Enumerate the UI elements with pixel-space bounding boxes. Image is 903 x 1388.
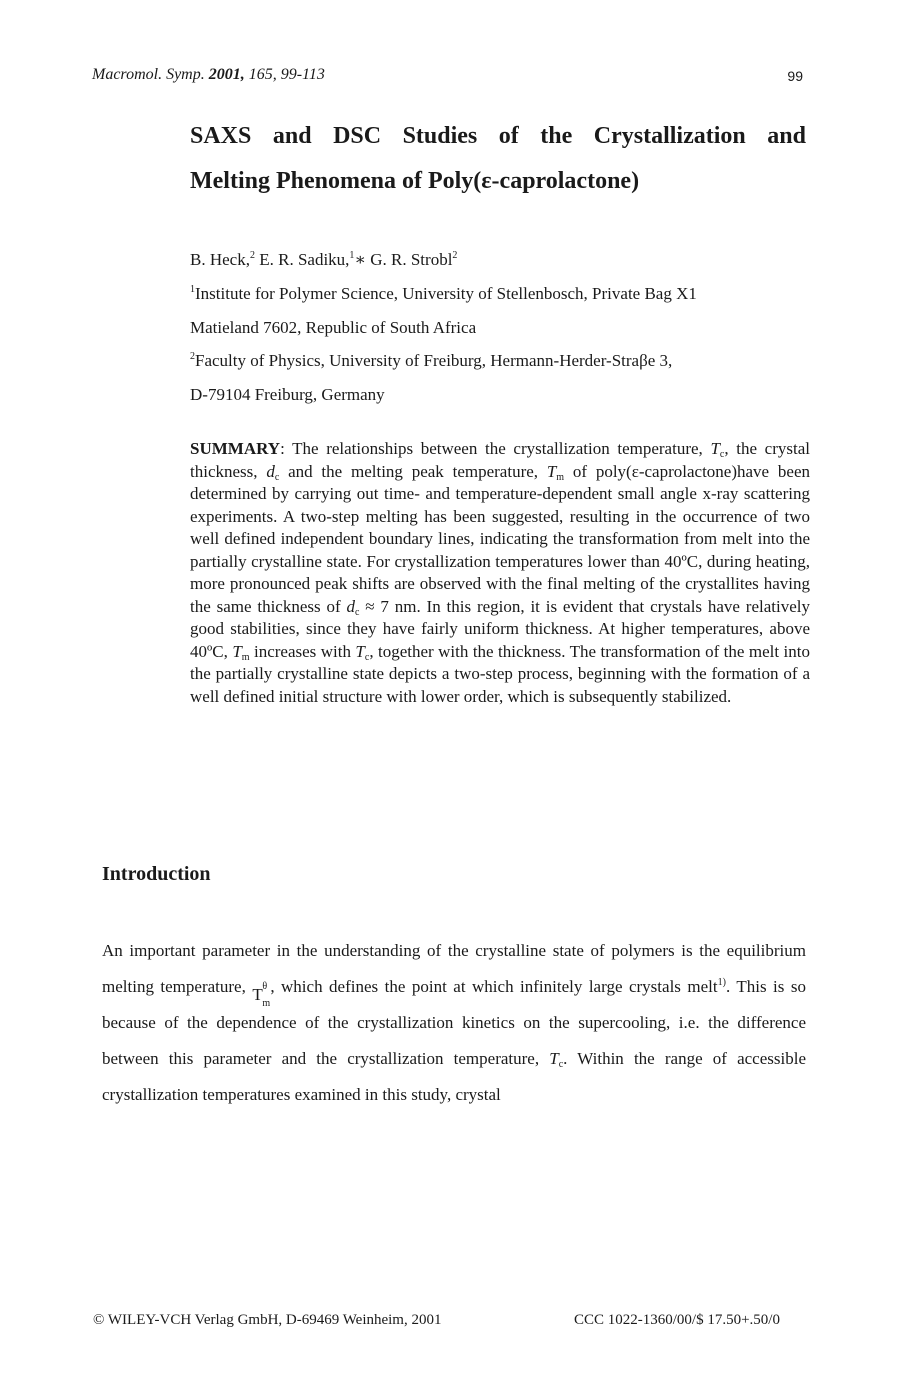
- affiliation-marker: 2: [452, 250, 458, 261]
- summary-heading: SUMMARY: [190, 439, 281, 458]
- title-word: and: [767, 123, 806, 149]
- title-word: the: [540, 123, 573, 149]
- copyright-notice: © WILEY-VCH Verlag GmbH, D-69469 Weinheim, 2001: [93, 1312, 442, 1328]
- summary-text: and the melting peak temperature,: [279, 461, 547, 481]
- subscript-c: c: [558, 1059, 564, 1070]
- affiliation-marker: 1: [349, 250, 355, 261]
- author-list: [190, 250, 457, 270]
- introduction-paragraph: [102, 933, 806, 1113]
- symbol-T: T: [355, 641, 365, 661]
- body-text: , which defines the point at which infinitely large crystals melt: [270, 977, 718, 996]
- affiliation-number: 1: [190, 284, 195, 295]
- symbol-d: d: [346, 596, 355, 616]
- journal-citation: [92, 66, 325, 84]
- title-line-2: Melting Phenomena of Poly(ε-caprolactone): [190, 168, 640, 194]
- paper-title: [190, 114, 806, 204]
- subscript-m: m: [262, 998, 271, 1009]
- affiliation-number: 2: [190, 351, 195, 362]
- symbol-T: T: [232, 641, 242, 661]
- equilibrium-melting-temperature-symbol: [252, 978, 271, 1009]
- subscript-m: m: [241, 651, 250, 663]
- body-text: . Within the range of accessible crystallization temperatures examined in this study, crystal: [102, 1049, 806, 1104]
- author-name: E. R. Sadiku,: [254, 250, 350, 269]
- title-word: DSC: [333, 123, 382, 149]
- body-text: An important parameter in the understanding of the crystalline state of polymers is the equilibrium melting temperature,: [102, 941, 806, 996]
- ccc-code: CCC 1022-1360/00/$ 17.50+.50/0: [574, 1312, 780, 1328]
- section-heading-introduction: Introduction: [102, 863, 211, 885]
- page-number: 99: [787, 68, 803, 84]
- affiliation-2-line-2: D-79104 Freiburg, Germany: [190, 385, 385, 404]
- author-name: B. Heck,: [190, 250, 250, 269]
- title-word: Crystallization: [593, 123, 746, 149]
- symbol-T: T: [252, 985, 263, 1004]
- superscript-theta: θ: [262, 981, 268, 992]
- subscript-c: c: [719, 449, 725, 460]
- title-word: Studies: [402, 123, 478, 149]
- body-text: . This is so because of the dependence of the crystallization kinetics on the supercooling, i.e. the difference between this parameter and the crystallization temperature,: [102, 977, 806, 1068]
- title-line-1: [190, 114, 806, 159]
- symbol-T: T: [549, 1049, 559, 1068]
- title-word: of: [498, 123, 519, 149]
- author-name: G. R. Strobl: [365, 250, 453, 269]
- symbol-T: T: [710, 439, 720, 458]
- title-word: SAXS: [190, 123, 252, 149]
- reference-marker: 1): [717, 977, 726, 988]
- subscript-c: c: [354, 606, 360, 618]
- affiliation-text: Institute for Polymer Science, University of Stellenbosch, Private Bag X1: [195, 284, 697, 303]
- affiliation-marker: 2: [249, 250, 255, 261]
- summary-text: of poly(ε-caprolactone)have been determined by carrying out time- and temperature-dependent small angle x-ray scattering experiments. A two-step melting has been suggested, resulting in the occurrence of two well defined independent boundary lines, indicating the transformation from melt into the partially crystalline state. For crystallization temperatures lower than 40ºC, during heating, more pronounced peak shifts are observed with the final melting of the crystallites having the same thickness of: [190, 461, 810, 616]
- title-word: and: [272, 123, 312, 149]
- summary-abstract: [190, 438, 810, 708]
- summary-text: , the crystal thickness,: [190, 439, 810, 481]
- subscript-c: c: [274, 471, 280, 483]
- symbol-T: T: [546, 461, 557, 481]
- corresponding-author-marker: ∗: [354, 250, 366, 269]
- affiliation-text: Faculty of Physics, University of Freiburg, Hermann-Herder-Straβe 3,: [195, 351, 673, 370]
- affiliation-1-line-2: Matieland 7602, Republic of South Africa: [190, 318, 477, 337]
- journal-name: Macromol. Symp.: [92, 66, 209, 83]
- summary-text: increases with: [249, 641, 356, 661]
- summary-text: , together with the thickness. The transformation of the melt into the partially crystalline state depicts a two-step process, beginning with the formation of a well defined initial structure with lower order, which is subsequently stabilized.: [190, 641, 810, 706]
- journal-year: 2001,: [208, 66, 245, 83]
- summary-text: ≈ 7 nm. In this region, it is evident that crystals have relatively good stabilities, since they have fairly uniform thickness. At higher temperatures, above 40ºC,: [190, 596, 810, 661]
- affiliation-1-line-1: [190, 284, 697, 304]
- journal-volume-pages: 165, 99-113: [244, 66, 325, 83]
- affiliation-2-line-1: [190, 351, 672, 371]
- summary-text: : The relationships between the crystallization temperature,: [280, 439, 711, 458]
- subscript-c: c: [364, 651, 370, 663]
- subscript-m: m: [556, 471, 565, 483]
- symbol-d: d: [266, 461, 275, 481]
